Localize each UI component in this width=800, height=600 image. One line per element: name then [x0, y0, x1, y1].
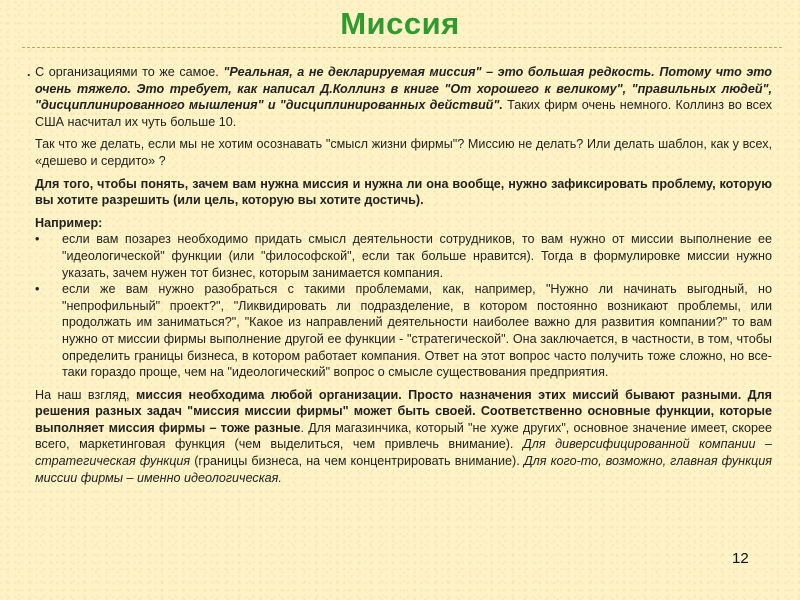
- page-number: 12: [732, 550, 749, 567]
- title-divider: [22, 47, 782, 48]
- p1-text-intro: С организациями то же самое.: [30, 65, 224, 79]
- lead-dot: .: [27, 65, 31, 79]
- slide-title: Миссия: [340, 6, 460, 41]
- bullet-icon: •: [35, 232, 40, 247]
- slide-body: [27, 64, 772, 492]
- list-item-text: если вам позарез необходимо придать смысл деятельности сотрудников, то вам нужно от миссии выполнение ее "идеологической" функции (или "философской", если так больше нравится). Тогда в формулировке миссии нужно указать, зачем нужен тот бизнес, которым занимается компания.: [62, 232, 772, 280]
- p4-text-diversified: Для диверсифицированной компании – стратегическая функция: [35, 437, 772, 469]
- paragraph-collins: [27, 64, 772, 130]
- p4-text-borders: (границы бизнеса, на чем концентрировать внимание).: [190, 454, 524, 469]
- p4-text-ideological: Для кого-то, возможно, главная функция миссии фирмы – именно идеологическая.: [35, 454, 772, 485]
- paragraph-problem: Для того, чтобы понять, зачем вам нужна миссия и нужна ли она вообще, нужно зафиксировать проблему, которую вы хотите разрешить (или цель, которую вы хотите достичь).: [35, 176, 772, 208]
- p4-text-bold: миссия необходима любой организации. Просто назначения этих миссий бывают разными. Для решения разных задач "миссия миссии фирмы" может быть своей. Соответственно основные функции, которые выполняет миссия фирмы – тоже разные: [35, 387, 772, 435]
- p4-text-intro: На наш взгляд,: [35, 387, 136, 402]
- p1-text-emphasis: "Реальная, а не декларируемая миссия" – это большая редкость. Потому что это очень тяжело. Это требует, как написал Д.Коллинз в книге "От хорошего к великому", "правильных людей", "дисциплинированного мышления" и "дисциплинированных действий".: [35, 65, 772, 113]
- p1-text-tail: Таких фирм очень немного. Коллинз во всех США насчитал их чуть больше 10.: [35, 98, 772, 129]
- list-item: [35, 281, 772, 381]
- example-list: [35, 231, 772, 380]
- paragraph-conclusion: [35, 387, 772, 487]
- list-item-text: если же вам нужно разобраться с такими проблемами, как, например, "Нужно ли начинать выгодный, но "непрофильный" проект?", "Ликвидировать ли подразделение, в котором постоянно возникают проблемы, или продолжать им заниматься?", "Какое из направлений деятельности наиболее важно для развития компании?" то вам нужно от миссии фирмы выполнение другой ее функции - "стратегической". Она заключается, в частности, в том, чтобы определить границы бизнеса, в котором работает компания. Ответ на этот вопрос часто получить тоже сложно, но все-таки гораздо проще, чем на "идеологический" вопрос о смысле существования предприятия.: [62, 282, 772, 380]
- bullet-icon: •: [35, 282, 40, 297]
- example-heading: Например:: [35, 215, 103, 230]
- list-item: [35, 231, 772, 281]
- p4-text-shop: . Для магазинчика, который "не хуже других", основное значение имеет, скорее всего, маркетинговая функция (чем выделиться, чем привлечь внимание).: [35, 420, 772, 452]
- paragraph-question: Так что же делать, если мы не хотим осознавать "смысл жизни фирмы"? Миссию не делать? Или делать шаблон, как у всех, «дешево и сердито» ?: [35, 137, 772, 168]
